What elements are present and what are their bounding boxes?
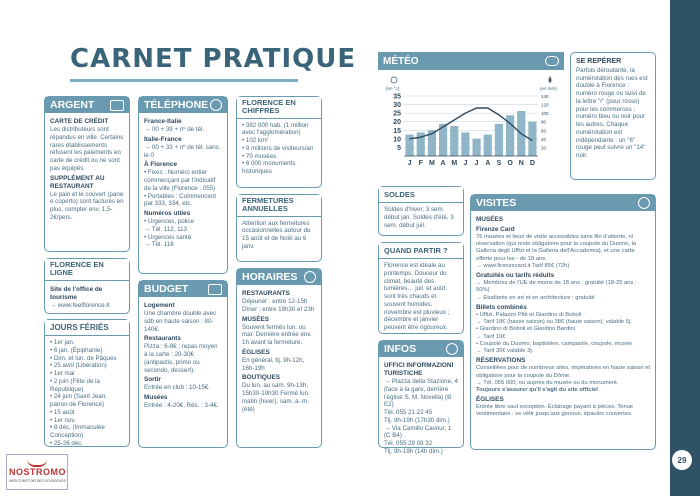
raindrop-icon <box>549 76 552 83</box>
portables-text: • Portables : Commencent par 333, 334, etc. <box>144 192 216 208</box>
urgences-sante: • Urgences santé <box>144 233 192 241</box>
jours-feries-header: JOURS FÉRIÉS <box>45 320 129 336</box>
y-left-tick: 20 <box>393 119 401 127</box>
page-title: CARNET PRATIQUE <box>70 44 357 74</box>
unit-mm: (en mm) <box>540 86 557 91</box>
x-tick: A <box>485 160 491 167</box>
argent-box <box>44 96 130 252</box>
ship-icon <box>27 457 47 467</box>
infos-header <box>379 341 463 357</box>
y-right-tick: 80 <box>541 119 547 125</box>
billets-5: • Coupole du Duomo, baptistère, campanile, coupole, musée <box>476 340 633 347</box>
urgences-police: • Urgences, police <box>144 218 194 225</box>
budget-title: BUDGET <box>144 283 189 295</box>
billets-1: • Uffizi, Palazzo Pitti et Giardino di Boboli <box>476 311 582 318</box>
fermetures-text: Attention aux fermetures occasionnelles autour du 15 août et de Noël au 6 janv. <box>242 219 311 250</box>
florence-title: À Florence <box>144 161 178 169</box>
visites-eglises-text: Entrée libre sauf exception. Éclairage payant à pièces. Tenue vestimentaire : se vêtir jusqu'aux genoux, épaules couvertes. <box>476 404 634 418</box>
bar <box>495 124 503 156</box>
soldes-header: SOLDES <box>379 187 463 203</box>
jours-feries-item: • 6 jan. (Épiphanie) <box>50 346 103 354</box>
meteo-chart-area <box>378 70 564 180</box>
visites-eglises-title: ÉGLISES <box>476 396 504 404</box>
restaurants-text: Pizza : 6-8€ ; repas moyen à la carte : 20-30€ (antipastis, primo ou secondo, dessert). <box>144 343 218 374</box>
firenze-card-text: 76 musées et lieux de visite accessibles sans file d'attente, ni réservation (qui reste obligatoire pour la coupole du Duomo, la Galleria degli Uffizi et la Galleria dell'Accademia), et une carte offerte pour les - de 18 ans. <box>476 234 637 262</box>
florence-chiffres-box <box>236 96 322 188</box>
it-fr-title: Italie-France <box>144 135 182 143</box>
x-tick: F <box>418 160 423 167</box>
telephone-box <box>138 96 228 274</box>
sortir-title: Sortir <box>144 376 162 384</box>
supplement-text: Le pain et le couvert (pane e coperto) sont facturés en plus, compter env. 1,5-2€/pers. <box>50 190 124 221</box>
fermetures-box <box>236 194 322 262</box>
restaurants-title: Restaurants <box>144 335 181 343</box>
se-reperer-text: Parfois déroutante, la numérotation des rues est double à Florence : numéro rouge ou suivi de la lettre "r" (pour rosso) pour les commerces ; numéro bleu ou noir pour les autres. Chaque numérotation est indépendante : un "6" rouge peut suivre un "14" noir. <box>576 66 648 159</box>
billets-2: → Tarif 18€ (basse saison) ou 38€ (haute saison), valable 5j. <box>476 319 632 326</box>
horaires-eglises-title: ÉGLISES <box>242 348 270 356</box>
y-right-tick: 20 <box>541 145 547 151</box>
jours-feries-box <box>44 319 130 447</box>
logement-text: Une chambre double avec sdb en haute saison : 80-140€. <box>144 310 217 333</box>
site-title: Site de l'office de tourisme <box>50 285 103 301</box>
x-tick: N <box>518 160 524 167</box>
jours-feries-item: • 25 avril (Libération) <box>50 362 107 370</box>
infos-box <box>378 340 464 455</box>
nostromo-logo <box>6 454 68 490</box>
jours-feries-item: • 24 juin (Saint Jean, patron de Florence) <box>50 393 107 408</box>
horaires-title: HORAIRES <box>242 271 298 283</box>
location-pin-icon <box>638 197 650 209</box>
y-right-tick: 140 <box>541 94 549 99</box>
musees-title: Musées <box>144 394 168 401</box>
horaires-boutiques-title: BOUTIQUES <box>242 374 280 382</box>
x-tick: A <box>440 160 446 167</box>
fixes-text: • Fixes : Numéro entier commençant par l'indicatif de la ville (Florence : 055) <box>144 169 216 192</box>
gratuites-2: → Étudiants en art et en architecture : gratuité <box>476 294 595 301</box>
x-tick: J <box>463 160 468 167</box>
bar <box>461 132 469 156</box>
visites-musees-title: MUSÉES <box>476 216 503 223</box>
visites-box <box>470 194 656 450</box>
y-left-tick: 10 <box>393 136 401 144</box>
florence-chiffres-item: • 102 km² <box>242 137 269 144</box>
quand-partir-box <box>378 242 464 334</box>
horaires-box <box>236 268 322 448</box>
sun-icon <box>391 77 397 83</box>
x-tick: M <box>451 160 458 167</box>
telephone-title: TÉLÉPHONE <box>144 99 209 111</box>
infos-line-4: → Via Camillo Cavour, 1 (C B4) <box>384 424 452 440</box>
firenze-card-url[interactable]: → www.firenzecard.it Tarif 85€ (72h) <box>476 262 570 269</box>
fr-it-title: France-Italie <box>144 118 182 125</box>
billets-title: Billets combinés <box>476 303 527 311</box>
argent-title: ARGENT <box>50 99 95 111</box>
x-tick: S <box>496 160 502 167</box>
bar <box>473 139 481 156</box>
florence-chiffres-list <box>237 119 321 179</box>
y-right-tick: 60 <box>541 128 547 134</box>
info-icon <box>446 343 458 355</box>
soldes-box <box>378 186 464 236</box>
infos-title: INFOS <box>384 343 417 355</box>
y-left-tick: 15 <box>393 127 401 135</box>
soldes-text: Soldes d'hiver, 3 sem. début jan. Soldes d'été, 3 sem. début juil. <box>384 206 454 229</box>
meteo-chart <box>378 70 564 180</box>
se-reperer-box <box>570 52 656 180</box>
quand-partir-text: Florence est idéale au printemps. Douceur du climat, beauté des lumières… juil. et août sont très chauds et souvent humides, novembre est pluvieux ; décembre et janvier peuvent être rigoureux. <box>384 262 450 331</box>
florence-chiffres-item: • 70 musées <box>242 152 277 160</box>
florence-chiffres-item: • 382 000 hab. (1 million avec l'agglomération) <box>242 121 309 137</box>
horaires-dejeuner: Déjeuner : entre 12-15h <box>242 298 308 305</box>
horaires-musees-title: MUSÉES <box>242 315 269 323</box>
jours-feries-item: • 2 juin (Fête de la République) <box>50 377 100 393</box>
y-left-tick: 5 <box>397 144 401 152</box>
florence-chiffres-item: • 9 millions de visiteurs/an <box>242 144 314 152</box>
reservations-note: Toujours s'assurer qu'il s'agit du site officiel <box>476 386 598 393</box>
reservations-text: Conseillées pour de nombreux sites, impératives en haute saison et obligatoire pour la coupole du Dôme. <box>476 365 651 379</box>
cloud-icon <box>545 56 559 66</box>
phone-icon <box>210 99 222 111</box>
x-tick: J <box>407 160 412 167</box>
visites-header <box>471 195 655 211</box>
jours-feries-item: • 1er nov. <box>50 416 76 424</box>
bar <box>484 135 492 156</box>
wallet-icon <box>110 100 124 111</box>
horaires-boutiques-text: Du lun. au sam. 9h-13h, 15h30-19h30 Fermé lun. matin (hiver), sam. a.-m. (été) <box>242 382 310 413</box>
title-underline <box>70 79 298 82</box>
carte-text: Les distributeurs sont répandus en ville. Certains rares établissements refusent les paiements en carte de crédit ou ne sont pas équipés. <box>50 126 124 172</box>
infos-line-6: Tlj. 9h-19h (14h dim.) <box>384 447 443 455</box>
x-tick: O <box>507 160 513 167</box>
horaires-header <box>237 269 321 285</box>
it-fr-text: → 00 + 33 + nº de tél. sans le 0 <box>144 143 219 159</box>
jours-feries-item: • 1er jan. <box>50 339 75 346</box>
x-tick: M <box>428 160 435 167</box>
budget-header <box>139 281 227 297</box>
y-left-tick: 25 <box>393 110 401 118</box>
jours-feries-item: • Dim. et lun. de Pâques <box>50 354 117 362</box>
billets-3: • Giardino di Boboli et Giardino Bardini <box>476 326 576 333</box>
supplement-title: SUPPLÉMENT AU RESTAURANT <box>50 174 105 190</box>
reservations-tel: → Tél. 055 000, ou auprès du musée ou du monument. <box>476 379 619 386</box>
sante-tel: → Tél. 118 <box>144 241 174 249</box>
visites-title: VISITES <box>476 197 517 209</box>
logement-title: Logement <box>144 302 175 309</box>
y-right-tick: 120 <box>541 102 549 108</box>
infos-line-2: Tél. 055 21 22 45 <box>384 409 433 416</box>
carte-title: CARTE DE CRÉDIT <box>50 118 109 125</box>
quand-partir-header: QUAND PARTIR ? <box>379 243 463 259</box>
fermetures-header: FERMETURES ANNUELLES <box>237 195 321 217</box>
horaires-musees-text: Souvent fermés lun. ou mar. Dernière entrée env. 1h avant la fermeture. <box>242 323 312 346</box>
infos-office-title: UFFICI INFORMAZIONI TURISTICHE <box>384 362 454 377</box>
infos-line-3: Tlj. 9h-19h (17h30 dim.) <box>384 416 450 424</box>
reservations-title: RÉSERVATIONS <box>476 357 526 365</box>
y-right-tick: 100 <box>541 111 549 117</box>
meteo-title: MÉTÉO <box>383 55 419 67</box>
side-strip <box>670 0 700 496</box>
infos-line-5: Tél. 055 29 08 32 <box>384 440 433 447</box>
x-tick: D <box>529 160 535 167</box>
jours-feries-item: • 8 déc. (Immaculée Conception) <box>50 424 105 439</box>
budget-box <box>138 280 228 448</box>
piggy-bank-icon <box>208 284 222 295</box>
x-tick: J <box>474 160 479 167</box>
florence-en-ligne-header: FLORENCE EN LIGNE <box>45 259 129 281</box>
y-left-tick: 35 <box>393 93 401 101</box>
meteo-header <box>378 52 564 70</box>
horaires-eglises-text: En général, tlj. 9h-12h, 16h-19h <box>242 356 305 372</box>
se-reperer-title: SE REPÉRER <box>576 58 622 65</box>
logo-name: NOSTROMO <box>9 467 66 477</box>
gratuites-title: Gratuités ou tarifs réduits <box>476 272 555 280</box>
florence-en-ligne-box <box>44 258 130 314</box>
fr-it-text: → 00 + 39 + nº de tél. <box>144 126 205 133</box>
florence-chiffres-header: FLORENCE EN CHIFFRES <box>237 97 321 119</box>
argent-header <box>45 97 129 113</box>
horaires-diner: Dîner : entre 19h30 et 23h <box>242 305 315 313</box>
sortir-text: Entrée en club : 10-15€. <box>144 384 211 392</box>
police-tel: → Tél. 112, 113 <box>144 225 187 233</box>
y-right-tick: 40 <box>541 136 547 142</box>
horaires-rest-title: RESTAURANTS <box>242 290 290 297</box>
page-number: 29 <box>672 450 692 470</box>
clock-icon <box>304 271 316 283</box>
jours-feries-item: • 15 août <box>50 408 75 416</box>
unit-celsius: (en °c) <box>386 86 400 91</box>
billets-6: → Tarif 30€ valable 3j. <box>476 348 534 355</box>
y-left-tick: 30 <box>393 102 401 110</box>
bar <box>450 126 458 156</box>
numeros-title: Numéros utiles <box>144 210 191 217</box>
florence-chiffres-item: • 6 000 monuments historiques <box>242 160 296 175</box>
jours-feries-item: • 1er mai <box>50 370 75 377</box>
telephone-header <box>139 97 227 113</box>
jours-feries-list <box>45 336 129 451</box>
gratuites-1: → Membres de l'UE de moins de 18 ans : gratuité (18-25 ans : 50%) <box>476 280 637 294</box>
firenze-card-title: Firenze Card <box>476 226 515 233</box>
billets-4: → Tarif 10€ <box>476 333 506 340</box>
jours-feries-item: • 25-26 déc. <box>50 439 84 447</box>
infos-line-1: → Piazza della Stazione, 4 (face à la gare, derrière l'église S. M. Novella) (B E2) <box>384 378 458 409</box>
musees-text: Entrée : 4-20€. Rés. : 3-4€. <box>144 402 219 409</box>
site-url[interactable]: → www.feelflorence.it <box>50 301 110 309</box>
logo-tagline: WEB COMPTOIR DES VOYAGEURS <box>9 479 66 483</box>
